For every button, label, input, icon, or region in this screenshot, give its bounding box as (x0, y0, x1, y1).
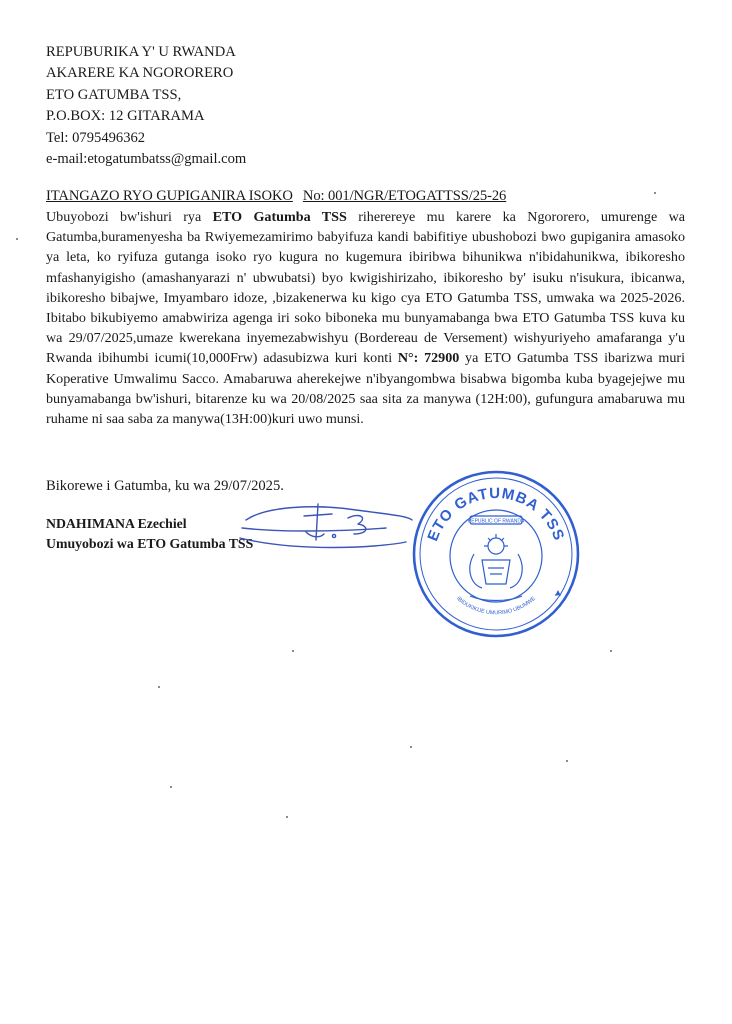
stamp-arc-text: ETO GATUMBA TSS (424, 484, 568, 544)
letterhead-phone: Tel: 0795496362 (46, 129, 146, 146)
letterhead-email: e-mail:etogatumbatss@gmail.com (46, 151, 247, 168)
scan-speck (566, 760, 568, 762)
official-stamp (408, 464, 584, 640)
scan-speck (410, 746, 412, 748)
body-part-2: riherereye mu karere ka Ngororero, umurenge wa Gatumba,buramenyesha ba Rwiyemezamirimo babyifuza kandi babifitiye ubushobozi bwo gupiganira amasoko ya leta, ko ryifuza gutanga isoko ryo kugura no kugemura ibiribwa bihunikwa n'ibidahunikwa, ibikoresho mfashanyigisho (amashanyarazi n' ubwubatsi) byo kwigishirizaho, ibikoresho by' isuku n'isukura, ibicanwa, ibikoresho bibajwe, Imyambaro idoze, ,bizakenerwa ku kigo cya ETO Gatumba TSS, umwaka wa 2025-2026. Ibitabo bikubiyemo amabwiriza agenga iri soko biboneka mu bunyamabanga bwa ETO Gatumba TSS kuva ku wa 29/07/2025,umaze kwerekana inyemezabwishyu (Bordereau de Versement) wishyuriyeho amafaranga y'u Rwanda ibihumbi icumi(10,000Frw) adasubizwa kuri konti (46, 209, 685, 367)
letterhead-country: REPUBURIKA Y' U RWANDA (46, 44, 236, 60)
signatory-position: Umuyobozi wa ETO Gatumba TSS (46, 536, 254, 551)
notice-reference: No: 001/NGR/ETOGATTSS/25-26 (302, 188, 507, 204)
letterhead (46, 42, 246, 170)
scan-speck (286, 816, 288, 818)
signatory-name: NDAHIMANA Ezechiel (46, 516, 187, 531)
scan-speck (158, 686, 160, 688)
body-school-name: ETO Gatumba TSS (212, 209, 347, 225)
body-part-3: ya ETO Gatumba TSS ibarizwa muri Koperative Umwalimu Sacco. Amabaruwa aherekejwe n'ibyangombwa bisabwa bigomba kuba byagejejwe mu bunyamabanga bw'ishuri, bitarenze ku wa 20/08/2025 saa sita za manywa (12H:00), gufungura amabaruwa mu ruhame ni saa saba za manywa(13H:00)kuri uwo munsi. (46, 350, 685, 428)
notice-body (46, 207, 685, 429)
coat-of-arms-icon (468, 516, 525, 601)
scan-speck (654, 192, 656, 194)
scan-speck (610, 650, 612, 652)
notice-paragraph (46, 207, 685, 429)
handwritten-signature (236, 498, 416, 558)
body-account-number: N°: 72900 (397, 350, 460, 367)
notice-title-line (46, 188, 506, 205)
letterhead-school: ETO GATUMBA TSS, (46, 86, 182, 103)
scan-speck (16, 238, 18, 240)
letterhead-district: AKARERE KA NGORORERO (46, 65, 234, 82)
stamp-inner-text: REPUBLIC OF RWANDA (467, 518, 525, 525)
body-part-1: Ubuyobozi bw'ishuri rya (46, 209, 213, 225)
scan-speck (170, 786, 172, 788)
letterhead-pobox: P.O.BOX: 12 GITARAMA (46, 108, 205, 125)
notice-title: ITANGAZO RYO GUPIGANIRA ISOKO (46, 188, 293, 204)
place-and-date: Bikorewe i Gatumba, ku wa 29/07/2025. (46, 478, 284, 494)
stamp-bottom-text: IBIDUKIKIJE UMURIMO UBUMWE (455, 595, 537, 617)
scan-speck (292, 650, 294, 652)
